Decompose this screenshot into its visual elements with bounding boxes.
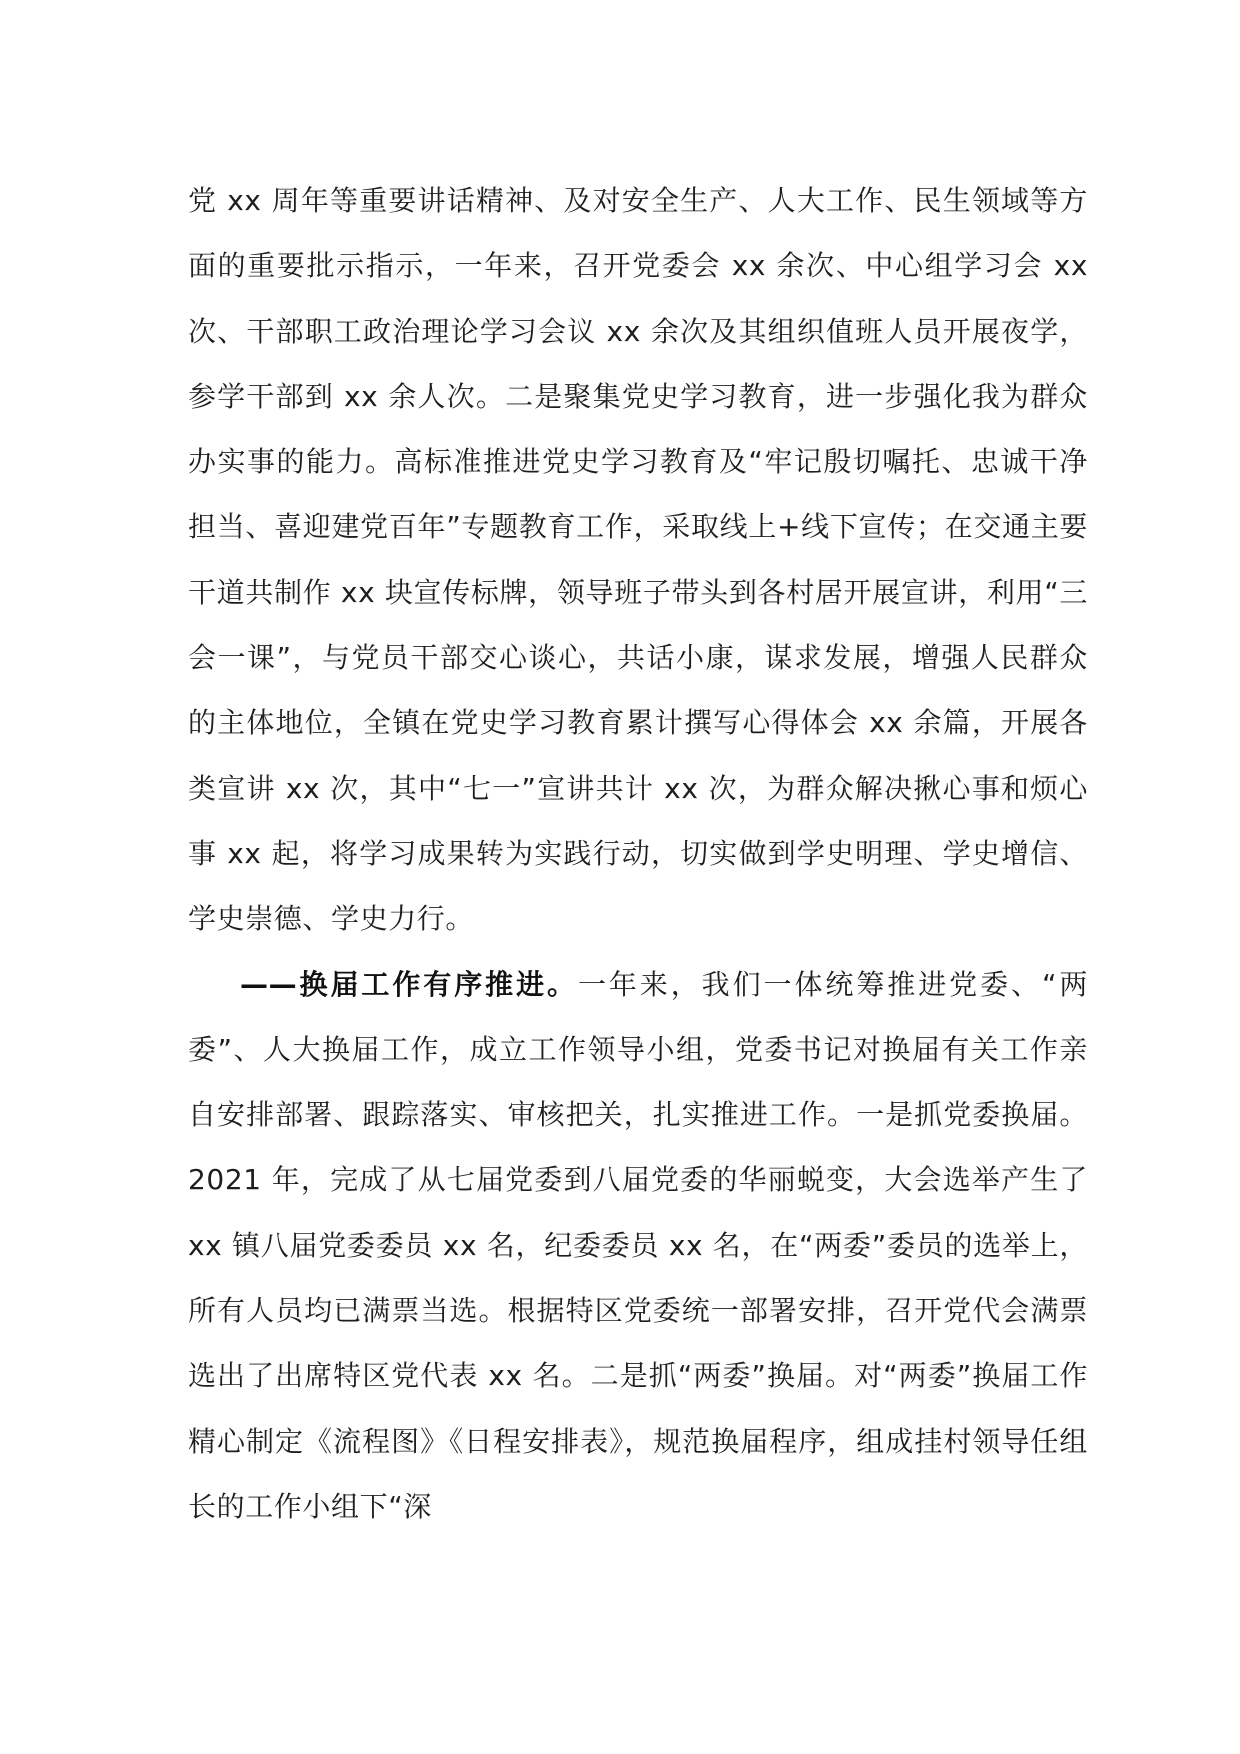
paragraph-1-text: 党 xx 周年等重要讲话精神、及对安全生产、人大工作、民生领域等方面的重要批示指示，一年来，召开党委会 xx 余次、中心组学习会 xx 次、干部职工政治理论学习会议 xx 余次及其组织值班人员开展夜学，参学干部到 xx 余人次。二是聚集党史学习教育，进一步强化我为群众办实事的能力。高标准推进党史学习教育及“牢记殷切嘱托、忠诚干净担当、喜迎建党百年”专题教育工作，采取线上+线下宣传；在交通主要干道共制作 xx 块宣传标牌，领导班子带头到各村居开展宣讲，利用“三会一课”，与党员干部交心谈心，共话小康，谋求发展，增强人民群众的主体地位，全镇在党史学习教育累计撰写心得体会 xx 余篇，开展各类宣讲 xx 次，其中“七一”宣讲共计 xx 次，为群众解决揪心事和烦心事 xx 起，将学习成果转为实践行动，切实做到学史明理、学史增信、学史崇德、学史力行。: [188, 184, 1088, 936]
paragraph-2-text: 一年来，我们一体统筹推进党委、“两委”、人大换届工作，成立工作领导小组，党委书记对换届有关工作亲自安排部署、跟踪落实、审核把关，扎实推进工作。一是抓党委换届。2021 年，完成了从七届党委到八届党委的华丽蜕变，大会选举产生了 xx 镇八届党委委员 xx 名，纪委委员 xx 名，在“两委”委员的选举上，所有人员均已满票当选。根据特区党委统一部署安排，召开党代会满票选出了出席特区党代表 xx 名。二是抓“两委”换届。对“两委”换届工作精心制定《流程图》《日程安排表》，规范换届程序，组成挂村领导任组长的工作小组下“深: [188, 967, 1088, 1523]
body-text: [188, 168, 1088, 1539]
paragraph-2-heading: ——换届工作有序推进。: [240, 967, 578, 1001]
paragraph-election-work: [188, 952, 1088, 1540]
paragraph-continued: [188, 168, 1088, 952]
